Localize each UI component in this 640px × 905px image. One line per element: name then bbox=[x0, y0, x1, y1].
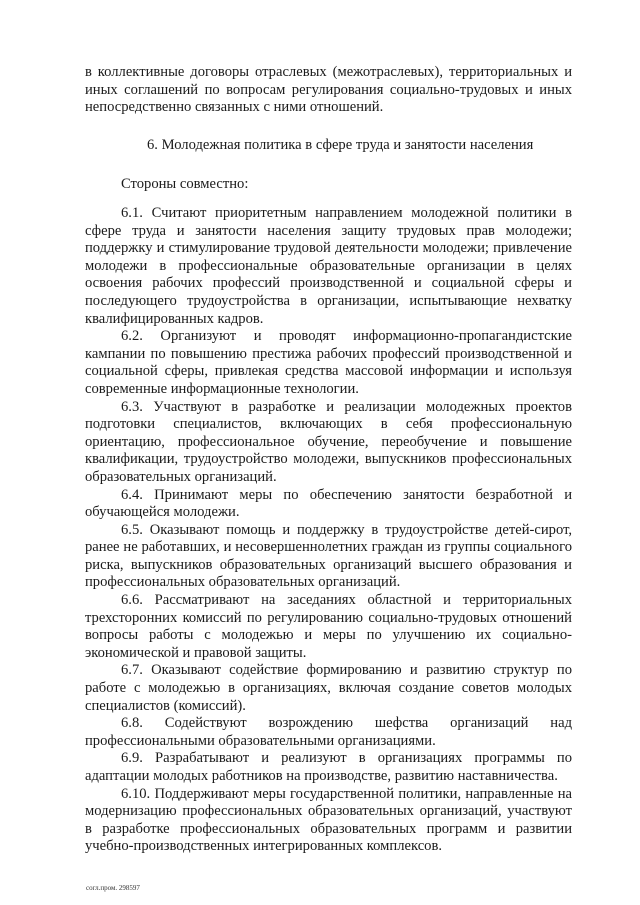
section-title: 6. Молодежная политика в сфере труда и занятости населения bbox=[147, 137, 534, 153]
clause-6-8: 6.8. Содействуют возрождению шефства организаций над профессиональными образовательными организациями. bbox=[85, 715, 572, 749]
clause-6-2: 6.2. Организуют и проводят информационно-пропагандистские кампании по повышению престижа рабочих профессий производственной и социальной сферы, привлекая средства массовой информации и используя современные информационные технологии. bbox=[85, 328, 572, 397]
clauses-list bbox=[85, 205, 572, 856]
clause-6-9: 6.9. Разрабатывают и реализуют в организациях программы по адаптации молодых работников на производстве, развитию наставничества. bbox=[85, 750, 572, 784]
clause-6-7: 6.7. Оказывают содействие формированию и развитию структур по работе с молодежью в организациях, включая создание советов молодых специалистов (комиссий). bbox=[85, 662, 572, 714]
clause-6-6: 6.6. Рассматривают на заседаниях областной и территориальных трехсторонних комиссий по регулированию социально-трудовых отношений вопросы работы с молодежью и меры по улучшению их социально-экономической и правовой защиты. bbox=[85, 592, 572, 661]
clause-6-10: 6.10. Поддерживают меры государственной политики, направленные на модернизацию профессиональных образовательных организаций, участвуют в разработке профессиональных образовательных программ и развитии учебно-производственных интегрированных комплексов. bbox=[85, 785, 572, 855]
intro-paragraph: в коллективные договоры отраслевых (межотраслевых), территориальных и иных соглашений по вопросам регулирования социально-трудовых и иных непосредственно связанных с ними отношений. bbox=[85, 64, 572, 116]
intro-block bbox=[85, 64, 572, 117]
parties-line: Стороны совместно: bbox=[121, 176, 249, 192]
clause-6-5: 6.5. Оказывают помощь и поддержку в трудоустройстве детей-сирот, ранее не работавших, и несовершеннолетних граждан из группы социального риска, выпускников образовательных организаций высшего образования и профессиональных образовательных организаций. bbox=[85, 521, 572, 591]
footer-note: согл.пром. 298597 bbox=[86, 884, 140, 892]
clause-6-1: 6.1. Считают приоритетным направлением молодежной политики в сфере труда и занятости населения защиту трудовых прав молодежи; поддержку и стимулирование трудовой деятельности молодежи; привлечение молодежи в профессиональные образовательные организации в целях освоения рабочих профессий производственной и социальной сферы и последующего трудоустройства в организации, испытывающие нехватку квалифицированных кадров. bbox=[85, 205, 572, 327]
clause-6-3: 6.3. Участвуют в разработке и реализации молодежных проектов подготовки специалистов, включающих в себя профессиональную ориентацию, профессиональное обучение, переобучение и повышение квалификации, трудоустройство молодежи, выпускников профессиональных образовательных организаций. bbox=[85, 398, 572, 485]
clause-6-4: 6.4. Принимают меры по обеспечению занятости безработной и обучающейся молодежи. bbox=[85, 486, 572, 521]
